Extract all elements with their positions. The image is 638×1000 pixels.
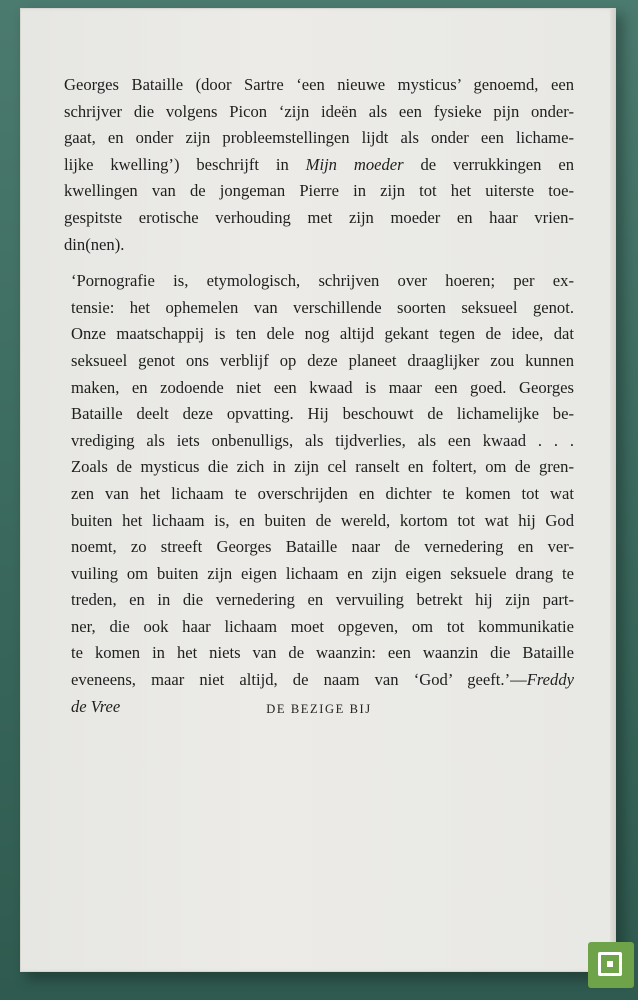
text-line: schrijver die volgens Picon ‘zijn ideën als een fysieke pijn onder-	[64, 101, 574, 121]
book-title-italic: Mijn moeder	[305, 154, 404, 174]
text-line: Bataille deelt deze opvatting. Hij beschouwt de lichamelijke be-	[71, 404, 574, 424]
text-segment: lijke kwelling’) beschrijft in	[64, 154, 306, 174]
text-line-with-author	[64, 667, 574, 694]
text-line: treden, en in die vernedering en vervuiling betrekt hij zijn part-	[71, 590, 574, 610]
text-line: Onze maatschappij is ten dele nog altijd gekant tegen de idee, dat	[71, 324, 574, 344]
watermark-shape	[598, 952, 622, 976]
publisher-imprint: DE BEZIGE BIJ	[266, 702, 372, 716]
cover-edge	[610, 8, 616, 972]
text-line: vrediging als iets onbenulligs, als tijdverlies, als een kwaad . . .	[71, 430, 574, 450]
text-line-with-title	[64, 152, 574, 179]
text-line: gespitste erotische verhouding met zijn moeder en haar vrien-	[64, 207, 574, 227]
text-line: Georges Bataille (door Sartre ‘een nieuwe mysticus’ genoemd, een	[64, 75, 574, 94]
text-line: te komen in het niets van de waanzin: een waanzin die Bataille	[71, 643, 574, 663]
text-line: tensie: het ophemelen van verschillende soorten seksueel genot.	[71, 297, 574, 317]
text-segment: eveneens, maar niet altijd, de naam van ‘God’ geeft.’—	[71, 670, 527, 690]
text-line: gaat, en onder zijn probleemstellingen lijdt als onder een lichame-	[64, 128, 574, 148]
text-line: maken, en zodoende niet een kwaad is maar een goed. Georges	[71, 377, 574, 397]
author-italic: Freddy	[526, 670, 574, 690]
blurb-paragraph-1	[64, 72, 574, 258]
text-line: din(nen).	[64, 234, 125, 254]
blurb-paragraph-2	[64, 268, 574, 720]
text-line: ner, die ook haar lichaam moet opgeven, om tot kommunikatie	[71, 616, 574, 636]
text-line: buiten het lichaam is, en buiten de wereld, kortom tot wat hij God	[71, 510, 574, 530]
text-line: seksueel genot ons verblijf op deze planeet draaglijker zou kunnen	[71, 350, 574, 370]
text-line: Zoals de mysticus die zich in zijn cel ranselt en foltert, om de gren-	[71, 457, 574, 477]
text-line: kwellingen van de jongeman Pierre in zijn tot het uiterste toe-	[64, 181, 574, 201]
text-line: ‘Pornografie is, etymologisch, schrijven over hoeren; per ex-	[71, 271, 574, 291]
text-line: noemt, zo streeft Georges Bataille naar de vernedering en ver-	[71, 537, 574, 557]
text-segment: de verrukkingen en	[403, 154, 574, 174]
author-italic: de Vree	[71, 696, 121, 716]
blurb-text	[64, 72, 574, 720]
watermark-logo-icon	[588, 942, 634, 988]
text-line: vuiling om buiten zijn eigen lichaam en zijn eigen seksuele drang te	[71, 563, 574, 583]
text-line: zen van het lichaam te overschrijden en dichter te komen tot wat	[71, 483, 574, 503]
